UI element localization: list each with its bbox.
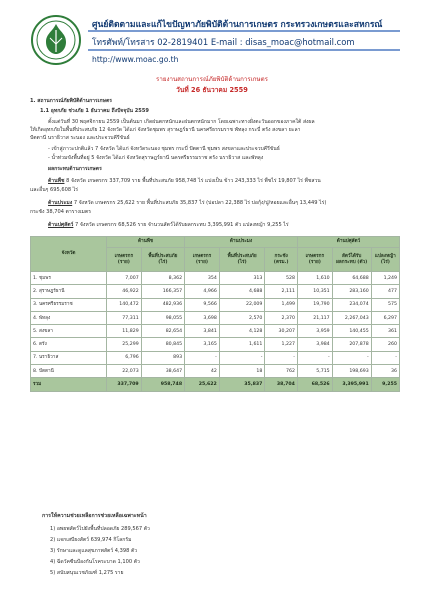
header-livestock: ด้านปศุสัตว์: [297, 237, 399, 248]
value-cell: 4,128: [219, 325, 265, 338]
value-cell: 68,526: [297, 378, 332, 391]
livestock-impact-line: [48, 222, 289, 229]
value-cell: -: [185, 351, 220, 364]
value-cell: 8,362: [141, 272, 184, 285]
province-cell: 4. พัทลุง: [31, 311, 107, 324]
table-row: [31, 298, 400, 311]
province-cell: 3. นครศรีธรรมราช: [31, 298, 107, 311]
fishery-text: กระชัง 38,704 ตารางเมตร: [30, 209, 91, 215]
crops-text: 8 จังหวัด เกษตรกร 337,709 ราย พื้นที่ประสบภัย 958,748 ไร่ แบ่งเป็น ข้าว 243,333 ไร่ พืชไร่ 19,807 ไร่ พืชสวน: [66, 178, 321, 184]
section-subheading: 1.1 อุทกภัย ช่วงภัย 1 ธันวาคม ถึงปัจจุบัน 2559: [40, 108, 149, 114]
org-name: ศูนย์ติดตามและแก้ไขปัญหาภัยพิบัติด้านการเกษตร กระทรวงเกษตรและสหกรณ์: [92, 20, 383, 30]
livestock-label: ด้านปศุสัตว์: [48, 222, 74, 228]
value-cell: 762: [265, 365, 298, 378]
value-cell: 36: [371, 365, 399, 378]
fishery-label: ด้านประมง: [48, 200, 73, 206]
value-cell: 25,299: [106, 338, 141, 351]
table-row: [31, 311, 400, 324]
province-cell: 7. นราธิวาส: [31, 351, 107, 364]
ministry-seal-icon: [30, 14, 82, 66]
table-row: [31, 365, 400, 378]
value-cell: 3,841: [185, 325, 220, 338]
paragraph-line: ปัตตานี นราธิวาส ระนอง และประจวบคีรีขันธ์: [30, 135, 130, 141]
org-contact: โทรศัพท์/โทรสาร 02-2819401 E-mail : disas_moac@hotmail.com: [92, 37, 355, 47]
section-heading: 1. สถานการณ์ภัยพิบัติด้านการเกษตร: [30, 98, 112, 104]
value-cell: 3,395,991: [332, 378, 371, 391]
letterhead-divider: [88, 30, 400, 32]
value-cell: 4,966: [185, 285, 220, 298]
bullet-item: - เข้าสู่ภาวะปกติแล้ว 7 จังหวัด ได้แก่ จังหวัดระนอง ชุมพร กระบี่ ปัตตานี ชุมพร สงขลาและประจวบคีรีขันธ์: [48, 146, 280, 152]
header-fish-farmers: เกษตรกร (ราย): [185, 248, 220, 272]
value-cell: 2,370: [265, 311, 298, 324]
value-cell: 38,704: [265, 378, 298, 391]
assistance-item: 2) แจกเสบียงสัตว์ 639,974 กิโลกรัม: [50, 537, 132, 543]
value-cell: 7,007: [106, 272, 141, 285]
livestock-text: 7 จังหวัด เกษตรกร 68,526 ราย จำนวนสัตว์ได้รับผลกระทบ 3,395,991 ตัว แปลงหญ้า 9,255 ไร่: [75, 222, 289, 228]
header-live-farmers: เกษตรกร (ราย): [297, 248, 332, 272]
letterhead: [30, 14, 402, 70]
bullet-item: - น้ำท่วมขังพื้นที่อยู่ 5 จังหวัด ได้แก่ จังหวัดสุราษฎร์ธานี นครศรีธรรมราช ตรัง นราธิวาส และพัทลุง: [48, 155, 264, 161]
header-fishery: ด้านประมง: [185, 237, 298, 248]
value-cell: 2,570: [219, 311, 265, 324]
table-body: [31, 272, 400, 392]
province-cell: 2. สุราษฎร์ธานี: [31, 285, 107, 298]
value-cell: 958,748: [141, 378, 184, 391]
header-province: จังหวัด: [31, 237, 107, 272]
paragraph-line: ตั้งแต่วันที่ 30 พฤศจิกายน 2559 เป็นต้นมา เกิดฝนตกหนักและฝนตกหนักมาก โดยเฉพาะทางฝั่งตะวันออกของภาคใต้ ส่งผล: [48, 119, 315, 125]
table-row: [31, 338, 400, 351]
value-cell: 1,610: [297, 272, 332, 285]
paragraph-line: ให้เกิดอุทกภัยในพื้นที่ประสบภัย 12 จังหวัด ได้แก่ จังหวัดชุมพร สุราษฎร์ธานี นครศรีธรรมราช พัทลุง กระบี่ ตรัง สงขลา ยะลา: [30, 127, 301, 133]
province-cell: 1. ชุมพร: [31, 272, 107, 285]
value-cell: 166,357: [141, 285, 184, 298]
province-cell: 5. สงขลา: [31, 325, 107, 338]
value-cell: 207,878: [332, 338, 371, 351]
value-cell: 1,249: [371, 272, 399, 285]
value-cell: 82,654: [141, 325, 184, 338]
value-cell: 140,455: [332, 325, 371, 338]
value-cell: 98,055: [141, 311, 184, 324]
value-cell: 11,829: [106, 325, 141, 338]
province-cell: 8. ปัตตานี: [31, 365, 107, 378]
value-cell: 9,566: [185, 298, 220, 311]
value-cell: 283,160: [332, 285, 371, 298]
value-cell: 1,499: [265, 298, 298, 311]
value-cell: 337,709: [106, 378, 141, 391]
impact-heading: ผลกระทบด้านการเกษตร: [48, 166, 102, 172]
value-cell: 361: [371, 325, 399, 338]
value-cell: 2,111: [265, 285, 298, 298]
assistance-item: 3) รักษาและดูแลสุขภาพสัตว์ 4,398 ตัว: [50, 548, 138, 554]
value-cell: -: [297, 351, 332, 364]
crops-label: ด้านพืช: [48, 178, 65, 184]
header-live-animals: สัตว์ได้รับ ผลกระทบ (ตัว): [332, 248, 371, 272]
fishery-impact-line: [48, 200, 326, 207]
value-cell: 46,922: [106, 285, 141, 298]
value-cell: 477: [371, 285, 399, 298]
table-row: [31, 325, 400, 338]
crops-text: และอื่นๆ 695,608 ไร่: [30, 187, 79, 193]
value-cell: 5,715: [297, 365, 332, 378]
table-row: [31, 272, 400, 285]
report-title: รายงานสถานการณ์ภัยพิบัติด้านการเกษตร: [156, 76, 268, 83]
value-cell: -: [332, 351, 371, 364]
value-cell: 9,255: [371, 378, 399, 391]
impact-table: [30, 236, 400, 392]
value-cell: 19,790: [297, 298, 332, 311]
value-cell: 3,165: [185, 338, 220, 351]
value-cell: 22,073: [106, 365, 141, 378]
value-cell: 1,611: [219, 338, 265, 351]
header-fish-cage: กระชัง (ตรม.): [265, 248, 298, 272]
value-cell: 38,647: [141, 365, 184, 378]
value-cell: 77,311: [106, 311, 141, 324]
header-fish-area: พื้นที่ประสบภัย (ไร่): [219, 248, 265, 272]
value-cell: 30,207: [265, 325, 298, 338]
assistance-item: 5) สนับสนุนเวชภัณฑ์ 1,275 ราย: [50, 570, 124, 576]
value-cell: 482,936: [141, 298, 184, 311]
report-date: วันที่ 26 ธันวาคม 2559: [176, 86, 248, 94]
value-cell: 18: [219, 365, 265, 378]
value-cell: 80,845: [141, 338, 184, 351]
value-cell: 25,622: [185, 378, 220, 391]
assistance-item: 4) ฉีดวัคซีนป้องกันโรคระบาด 1,100 ตัว: [50, 559, 140, 565]
value-cell: 21,117: [297, 311, 332, 324]
value-cell: 4,688: [219, 285, 265, 298]
value-cell: 313: [219, 272, 265, 285]
value-cell: 6,297: [371, 311, 399, 324]
letterhead-divider: [88, 49, 400, 51]
value-cell: 42: [185, 365, 220, 378]
table-row: [31, 285, 400, 298]
value-cell: 64,688: [332, 272, 371, 285]
header-crops-farmers: เกษตรกร (ราย): [106, 248, 141, 272]
value-cell: 354: [185, 272, 220, 285]
header-live-grass: แปลงหญ้า (ไร่): [371, 248, 399, 272]
province-cell: 6. ตรัง: [31, 338, 107, 351]
value-cell: 234,074: [332, 298, 371, 311]
assistance-item: 1) อพยพสัตว์ไปยังพื้นที่ปลอดภัย 289,567 ตัว: [50, 526, 150, 532]
header-crops: ด้านพืช: [106, 237, 184, 248]
value-cell: 198,693: [332, 365, 371, 378]
value-cell: 22,009: [219, 298, 265, 311]
org-website: http://www.moac.go.th: [92, 55, 179, 64]
province-cell: รวม: [31, 378, 107, 391]
value-cell: 140,472: [106, 298, 141, 311]
assistance-title: การให้ความช่วยเหลือการช่วยเหลือเฉพาะหน้า: [42, 513, 147, 519]
table-row: [31, 351, 400, 364]
value-cell: 35,837: [219, 378, 265, 391]
value-cell: 2,267,043: [332, 311, 371, 324]
value-cell: -: [219, 351, 265, 364]
table-total-row: [31, 378, 400, 391]
fishery-text: 7 จังหวัด เกษตรกร 25,622 ราย พื้นที่ประสบภัย 35,837 ไร่ (บ่อปลา 22,388 ไร่ บ่อกุ้ง/ปู/หอยและอื่นๆ 13,449 ไร่): [73, 200, 327, 206]
value-cell: -: [265, 351, 298, 364]
header-crops-area: พื้นที่ประสบภัย (ไร่): [141, 248, 184, 272]
value-cell: 528: [265, 272, 298, 285]
value-cell: 260: [371, 338, 399, 351]
value-cell: -: [371, 351, 399, 364]
value-cell: 3,698: [185, 311, 220, 324]
value-cell: 1,227: [265, 338, 298, 351]
value-cell: 6,796: [106, 351, 141, 364]
value-cell: 3,959: [297, 325, 332, 338]
value-cell: 3,984: [297, 338, 332, 351]
value-cell: 893: [141, 351, 184, 364]
value-cell: 10,351: [297, 285, 332, 298]
value-cell: 575: [371, 298, 399, 311]
crops-impact-line: [48, 178, 321, 185]
